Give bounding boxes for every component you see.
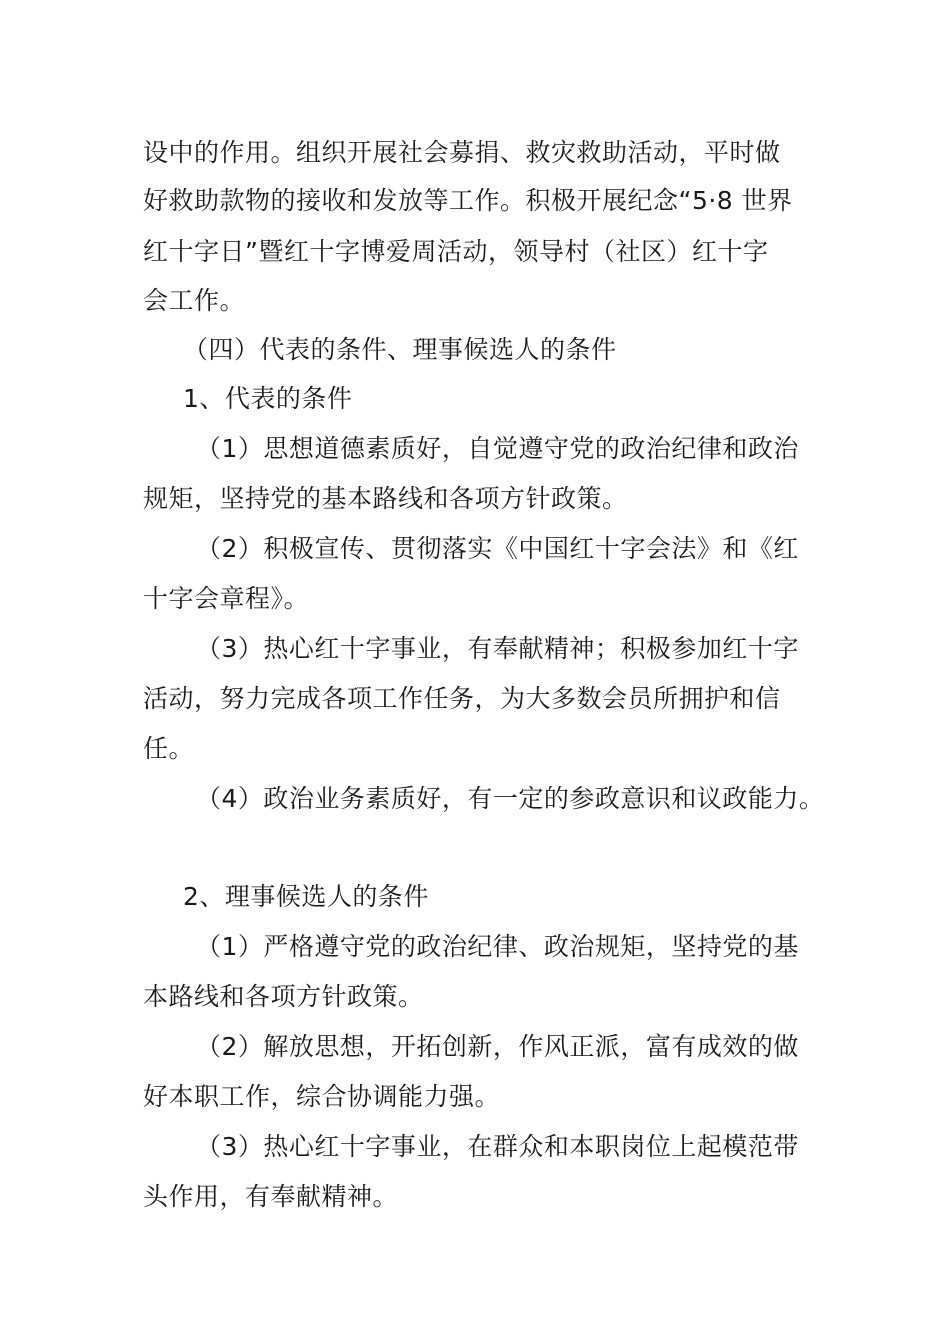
paragraph-line: 红十字日”暨红十字博爱周活动，领导村（社区）红十字 bbox=[143, 237, 769, 266]
paragraph-line: 好救助款物的接收和发放等工作。积极开展纪念“5·8 世界 bbox=[143, 186, 793, 215]
paragraph-line: 活动，努力完成各项工作任务，为大多数会员所拥护和信 bbox=[143, 684, 781, 713]
paragraph-line: （1）严格遵守党的政治纪律、政治规矩，坚持党的基 bbox=[196, 932, 799, 961]
paragraph-line: 头作用，有奉献精神。 bbox=[143, 1182, 399, 1211]
paragraph-line: 规矩，坚持党的基本路线和各项方针政策。 bbox=[143, 484, 628, 513]
paragraph-line: （3）热心红十字事业，有奉献精神；积极参加红十字 bbox=[196, 634, 799, 663]
paragraph-line: 好本职工作，综合协调能力强。 bbox=[143, 1082, 501, 1111]
paragraph-line: （4）政治业务素质好，有一定的参政意识和议政能力。 bbox=[196, 784, 825, 813]
paragraph-line: （3）热心红十字事业，在群众和本职岗位上起模范带 bbox=[196, 1132, 799, 1161]
section-heading: （四）代表的条件、理事候选人的条件 bbox=[183, 335, 617, 364]
paragraph-line: （1）思想道德素质好，自觉遵守党的政治纪律和政治 bbox=[196, 434, 799, 463]
paragraph-line: 任。 bbox=[143, 734, 195, 763]
paragraph-line: （2）积极宣传、贯彻落实《中国红十字会法》和《红 bbox=[196, 534, 799, 563]
paragraph-line: 会工作。 bbox=[143, 286, 246, 315]
subsection-heading: 2、理事候选人的条件 bbox=[183, 882, 429, 911]
paragraph-line: （2）解放思想，开拓创新，作风正派，富有成效的做 bbox=[196, 1032, 799, 1061]
paragraph-line: 设中的作用。组织开展社会募捐、救灾救助活动，平时做 bbox=[143, 138, 781, 167]
paragraph-line: 本路线和各项方针政策。 bbox=[143, 982, 424, 1011]
paragraph-line: 十字会章程》。 bbox=[143, 584, 310, 613]
subsection-heading: 1、代表的条件 bbox=[183, 384, 353, 413]
